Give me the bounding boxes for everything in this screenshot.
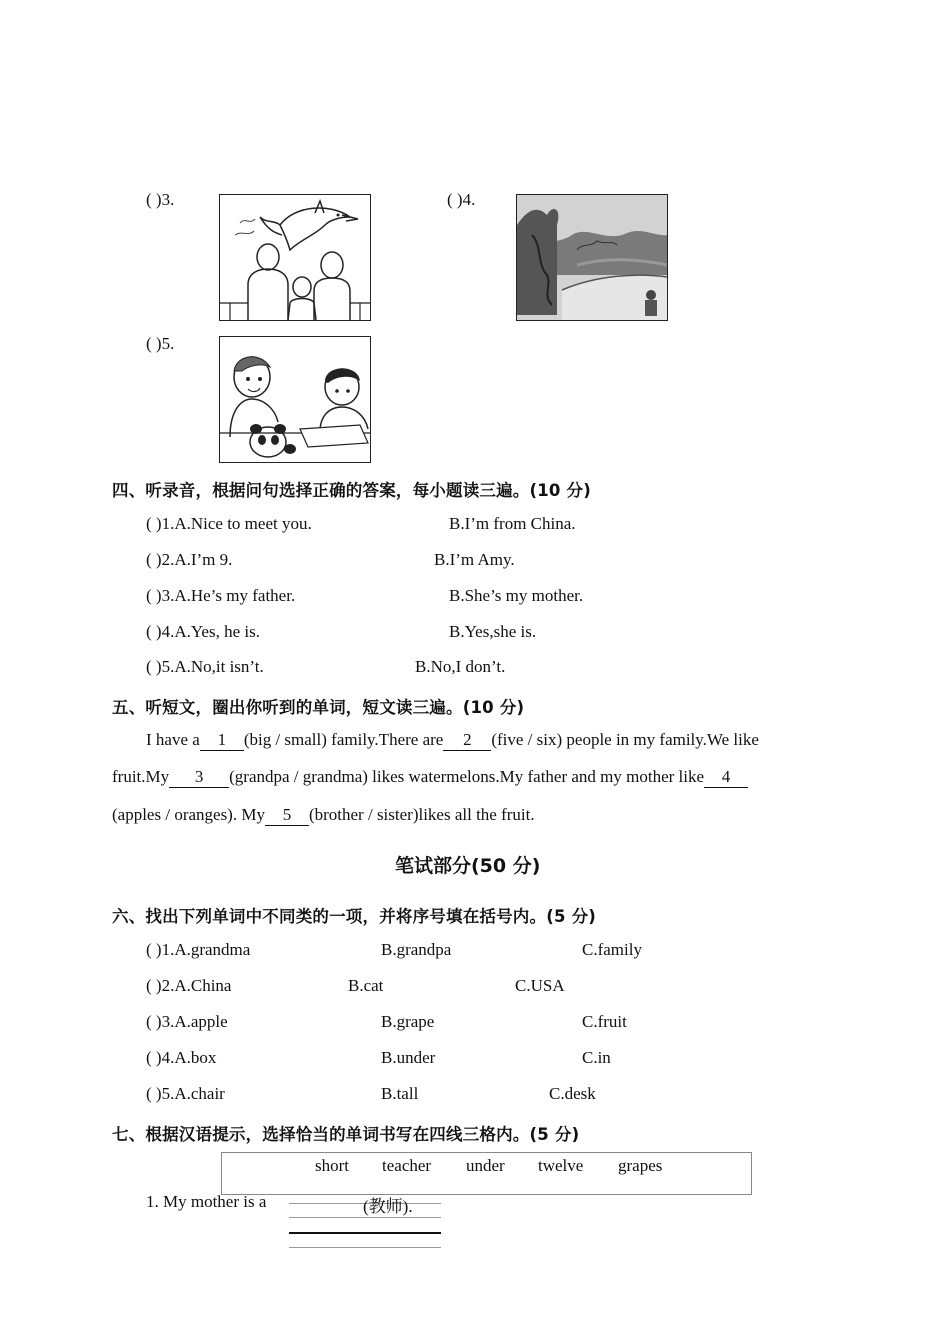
s6-item-3-option-a: A.apple bbox=[174, 1012, 228, 1031]
s5-text: (big / small) family.There are bbox=[243, 730, 444, 749]
s5-blank-4: 4 bbox=[704, 767, 748, 788]
s6-item-5-option-a: A.chair bbox=[174, 1084, 225, 1103]
section-5-heading: 五、听短文，圈出你听到的单词，短文读三遍。(10 分) bbox=[112, 698, 525, 717]
s4-item-3-option-a: A.He’s my father. bbox=[174, 586, 296, 605]
s6-item-5-num: ( )5. bbox=[146, 1084, 175, 1103]
word-bank-teacher: teacher bbox=[382, 1156, 432, 1175]
s6-item-3-num: ( )3. bbox=[146, 1012, 175, 1031]
s6-item-2 bbox=[146, 976, 231, 996]
s5-passage-line-2 bbox=[112, 767, 748, 788]
s7-q1-text: 1. My mother is a bbox=[146, 1192, 267, 1211]
s5-text: (grandpa / grandma) likes watermelons.My father and my mother like bbox=[229, 767, 705, 786]
word-bank-under: under bbox=[466, 1156, 505, 1175]
s5-text: I have a bbox=[146, 730, 200, 749]
s5-passage-line-1 bbox=[146, 730, 759, 751]
s4-item-5-option-a: A.No,it isn’t. bbox=[174, 657, 264, 676]
dolphin-show-picture bbox=[219, 194, 371, 321]
s6-item-3-option-b: B.grape bbox=[381, 1012, 435, 1031]
s4-item-4-num: ( )4. bbox=[146, 622, 175, 641]
word-bank-twelve: twelve bbox=[538, 1156, 584, 1175]
s6-item-5-option-c: C.desk bbox=[549, 1084, 596, 1103]
kids-illustration bbox=[220, 337, 370, 462]
item-4-label: ( )4. bbox=[447, 190, 476, 209]
word-bank-grapes: grapes bbox=[618, 1156, 663, 1175]
s6-item-1 bbox=[146, 940, 250, 960]
s6-item-4-option-a: A.box bbox=[174, 1048, 217, 1067]
section-6-heading: 六、找出下列单词中不同类的一项，并将序号填在括号内。(5 分) bbox=[112, 907, 597, 926]
s6-item-4 bbox=[146, 1048, 216, 1068]
s4-item-2-option-b: B.I’m Amy. bbox=[434, 550, 515, 569]
s6-item-3 bbox=[146, 1012, 228, 1032]
s6-item-1-num: ( )1. bbox=[146, 940, 175, 959]
s4-item-2 bbox=[146, 550, 232, 570]
s6-item-2-option-b: B.cat bbox=[348, 976, 384, 995]
s6-item-2-option-a: A.China bbox=[174, 976, 232, 995]
s5-blank-5: 5 bbox=[265, 805, 309, 826]
s6-item-2-option-c: C.USA bbox=[515, 976, 565, 995]
s4-item-1 bbox=[146, 514, 312, 534]
s5-blank-3: 3 bbox=[169, 767, 229, 788]
park-photo bbox=[516, 194, 668, 321]
s6-item-4-num: ( )4. bbox=[146, 1048, 175, 1067]
s4-item-4-option-b: B.Yes,she is. bbox=[449, 622, 537, 641]
s4-item-5-option-b: B.No,I don’t. bbox=[415, 657, 506, 676]
s5-blank-1: 1 bbox=[200, 730, 244, 751]
s6-item-1-option-b: B.grandpa bbox=[381, 940, 452, 959]
s5-passage-line-3 bbox=[112, 805, 535, 826]
s4-item-5-num: ( )5. bbox=[146, 657, 175, 676]
item-5-label: ( )5. bbox=[146, 334, 175, 353]
s6-item-3-option-c: C.fruit bbox=[582, 1012, 627, 1031]
dolphin-show-illustration bbox=[220, 195, 370, 320]
s4-item-1-option-b: B.I’m from China. bbox=[449, 514, 576, 533]
s5-blank-2: 2 bbox=[443, 730, 491, 751]
s4-item-5 bbox=[146, 657, 264, 677]
s6-item-5-option-b: B.tall bbox=[381, 1084, 419, 1103]
word-bank-short: short bbox=[315, 1156, 349, 1175]
item-3-label: ( )3. bbox=[146, 190, 175, 209]
grid-line-3 bbox=[289, 1232, 441, 1234]
written-part-title: 笔试部分(50 分) bbox=[395, 855, 541, 877]
s4-item-3-option-b: B.She’s my mother. bbox=[449, 586, 584, 605]
s5-text: (brother / sister)likes all the fruit. bbox=[308, 805, 535, 824]
s5-text: (apples / oranges). My bbox=[112, 805, 265, 824]
s6-item-5 bbox=[146, 1084, 225, 1104]
s4-item-2-num: ( )2. bbox=[146, 550, 175, 569]
s4-item-2-option-a: A.I’m 9. bbox=[174, 550, 233, 569]
s7-q1-hint: (教师). bbox=[363, 1197, 413, 1216]
section-4-heading: 四、听录音，根据问句选择正确的答案，每小题读三遍。(10 分) bbox=[112, 481, 591, 500]
section-7-heading: 七、根据汉语提示，选择恰当的单词书写在四线三格内。(5 分) bbox=[112, 1125, 580, 1144]
s6-item-1-option-a: A.grandma bbox=[174, 940, 251, 959]
kids-drawing-picture bbox=[219, 336, 371, 463]
s4-item-4 bbox=[146, 622, 260, 642]
s4-item-1-option-a: A.Nice to meet you. bbox=[174, 514, 312, 533]
park-scene-illustration bbox=[517, 195, 667, 320]
grid-line-2 bbox=[289, 1217, 441, 1218]
s5-text: fruit.My bbox=[112, 767, 170, 786]
s5-text: (five / six) people in my family.We like bbox=[491, 730, 759, 749]
s6-item-2-num: ( )2. bbox=[146, 976, 175, 995]
s4-item-1-num: ( )1. bbox=[146, 514, 175, 533]
grid-line-4 bbox=[289, 1247, 441, 1248]
s6-item-1-option-c: C.family bbox=[582, 940, 642, 959]
s4-item-3-num: ( )3. bbox=[146, 586, 175, 605]
s4-item-4-option-a: A.Yes, he is. bbox=[174, 622, 260, 641]
s4-item-3 bbox=[146, 586, 295, 606]
s6-item-4-option-c: C.in bbox=[582, 1048, 611, 1067]
s6-item-4-option-b: B.under bbox=[381, 1048, 436, 1067]
